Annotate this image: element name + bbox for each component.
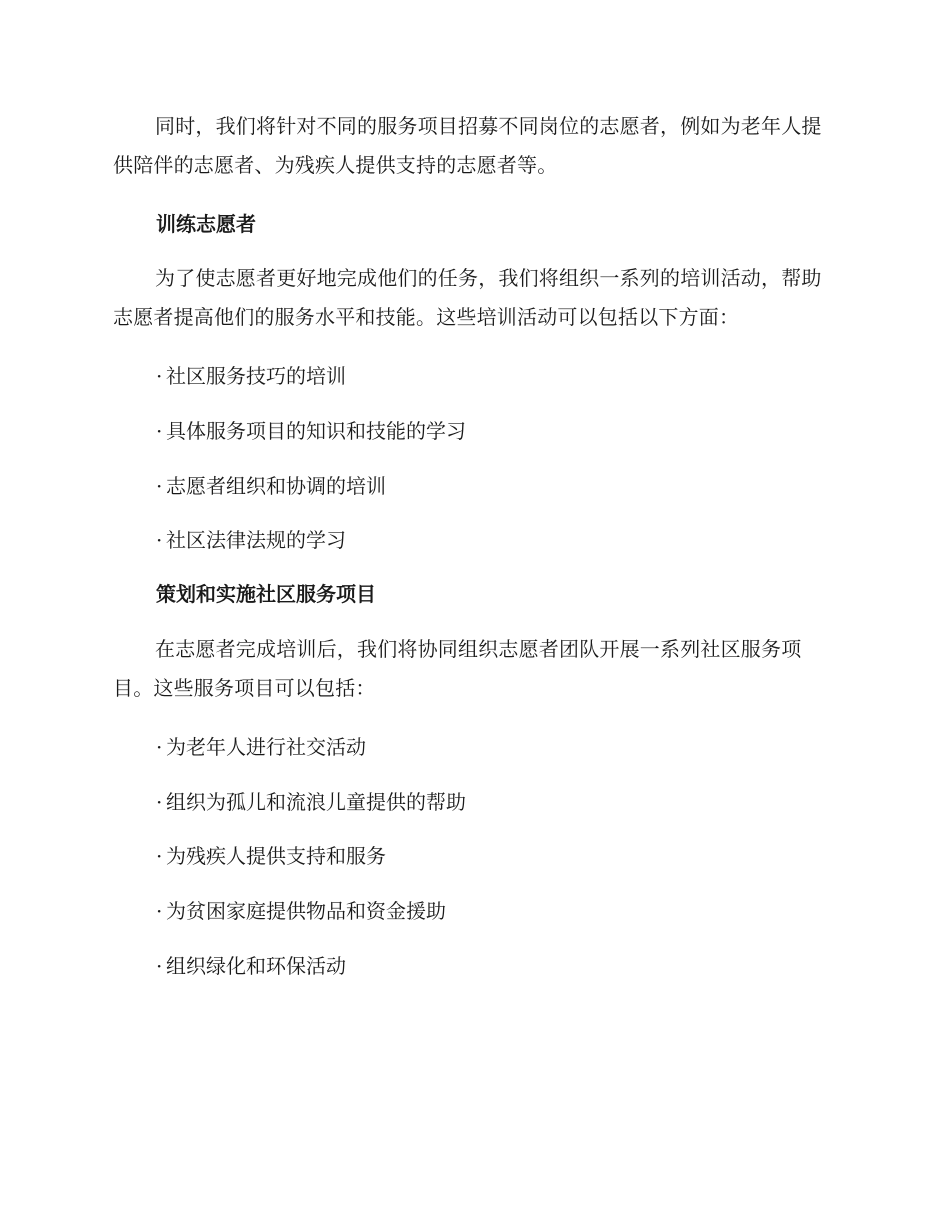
list-item — [156, 952, 346, 980]
bullet-marker: · — [156, 528, 163, 552]
paragraph-recruitment: 同时，我们将针对不同的服务项目招募不同岗位的志愿者，例如为老年人提供陪伴的志愿者、为残疾人提供支持的志愿者等。 — [113, 114, 822, 177]
list-item-text: 社区服务技巧的培训 — [166, 364, 346, 388]
paragraph-services-intro: 在志愿者完成培训后，我们将协同组织志愿者团队开展一系列社区服务项目。这些服务项目可以包括： — [113, 637, 802, 700]
list-item — [156, 417, 466, 445]
list-item-text: 为老年人进行社交活动 — [166, 735, 366, 759]
bullet-marker: · — [156, 899, 163, 923]
bullet-marker: · — [156, 364, 163, 388]
list-item — [156, 842, 386, 870]
bullet-marker: · — [156, 735, 163, 759]
list-item-text: 组织绿化和环保活动 — [166, 954, 346, 978]
list-item-text: 组织为孤儿和流浪儿童提供的帮助 — [166, 790, 466, 814]
paragraph-training-intro: 为了使志愿者更好地完成他们的任务，我们将组织一系列的培训活动，帮助志愿者提高他们的服务水平和技能。这些培训活动可以包括以下方面： — [113, 266, 822, 329]
list-item — [156, 788, 466, 816]
list-item-text: 具体服务项目的知识和技能的学习 — [166, 419, 466, 443]
list-item-text: 为残疾人提供支持和服务 — [166, 844, 386, 868]
bullet-marker: · — [156, 844, 163, 868]
bullet-marker: · — [156, 474, 163, 498]
list-item-text: 志愿者组织和协调的培训 — [166, 474, 386, 498]
list-item — [156, 526, 346, 554]
bullet-marker: · — [156, 954, 163, 978]
bullet-marker: · — [156, 419, 163, 443]
list-item-text: 为贫困家庭提供物品和资金援助 — [166, 899, 446, 923]
heading-train-volunteers: 训练志愿者 — [156, 212, 256, 236]
list-item — [156, 362, 346, 390]
list-item-text: 社区法律法规的学习 — [166, 528, 346, 552]
bullet-marker: · — [156, 790, 163, 814]
list-item — [156, 472, 386, 500]
list-item — [156, 897, 446, 925]
heading-plan-services: 策划和实施社区服务项目 — [156, 582, 376, 606]
list-item — [156, 733, 366, 761]
